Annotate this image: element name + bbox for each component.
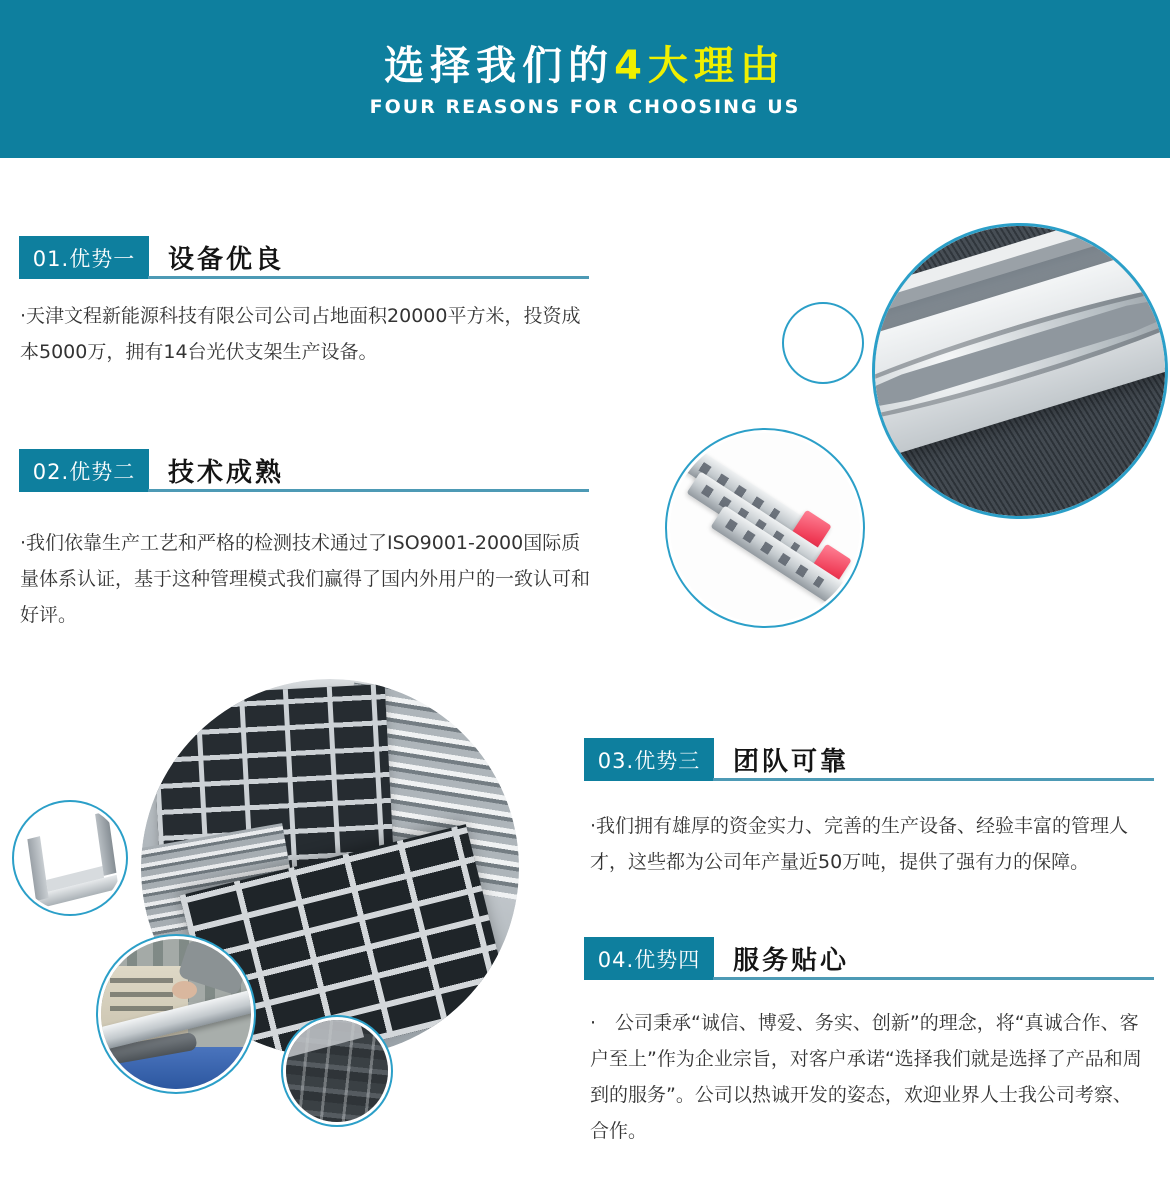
advantage-2-badge: 02.优势二: [19, 449, 149, 492]
advantage-1-underline: [148, 276, 589, 279]
advantage-3-underline: [713, 778, 1154, 781]
advantage-2-description: ·我们依靠生产工艺和严格的检测技术通过了ISO9001-2000国际质量体系认证，基于这种管理模式我们赢得了国内外用户的一致认可和好评。: [20, 532, 591, 626]
advantage-3-title: 团队可靠: [733, 747, 850, 777]
red-end-cap: [828, 578, 860, 623]
pile-photo-content: [286, 1020, 388, 1122]
advantage-1-description: ·天津文程新能源科技有限公司公司占地面积20000平方米，投资成本5000万，拥有14台光伏支架生产设备。: [20, 305, 581, 363]
advantage-4-description: · 公司秉承“诚信、博爱、务实、创新”的理念，将“真诚合作、客户至上”作为企业宗旨，对客户承诺“选择我们就是选择了产品和周到的服务”。公司以热诚开发的姿态，欢迎业界人士我公司考察、合作。: [590, 1012, 1142, 1142]
u-channel-steel-photo: [12, 800, 128, 916]
angle-steel-pile-photo: [281, 1015, 393, 1127]
decorative-circle-outline: [782, 302, 864, 384]
advantage-2-title: 技术成熟: [168, 458, 285, 488]
brackets-photo-content: [670, 433, 860, 623]
machine-control-panel: [110, 978, 173, 1011]
roll-forming-machine-photo: [96, 934, 256, 1094]
clamp-photo-scene: [875, 226, 1165, 516]
advantage-1-title: 设备优良: [168, 245, 285, 275]
advantage-3-description: ·我们拥有雄厚的资金实力、完善的生产设备、经验丰富的管理人才，这些都为公司年产量近50万吨，提供了强有力的保障。: [590, 815, 1129, 873]
machine-photo-content: [101, 939, 251, 1089]
advantage-2-underline: [148, 489, 589, 492]
advantage-4-badge: 04.优势四: [584, 937, 714, 980]
page-title-main: 选择我们的: [384, 43, 615, 89]
u-channel-left-wall: [27, 836, 48, 901]
header-band: [0, 0, 1170, 158]
slotted-brackets-red-caps-photo: [665, 428, 865, 628]
advantage-3-badge: 03.优势三: [584, 738, 714, 781]
page-title-highlight: 4大理由: [614, 43, 786, 89]
advantage-1-badge: 01.优势一: [19, 236, 149, 279]
u-channel-photo-content: [17, 805, 123, 911]
solar-rail-mid-clamp-photo: [872, 223, 1168, 519]
u-channel-shape: [27, 819, 118, 909]
clamp-photo-content: [875, 226, 1165, 516]
advantage-4-underline: [713, 977, 1154, 980]
worker-hand: [172, 981, 198, 999]
page-subtitle: FOUR REASONS FOR CHOOSING US: [369, 96, 801, 118]
advantage-4-title: 服务贴心: [733, 946, 850, 976]
page-title: [0, 44, 1170, 88]
